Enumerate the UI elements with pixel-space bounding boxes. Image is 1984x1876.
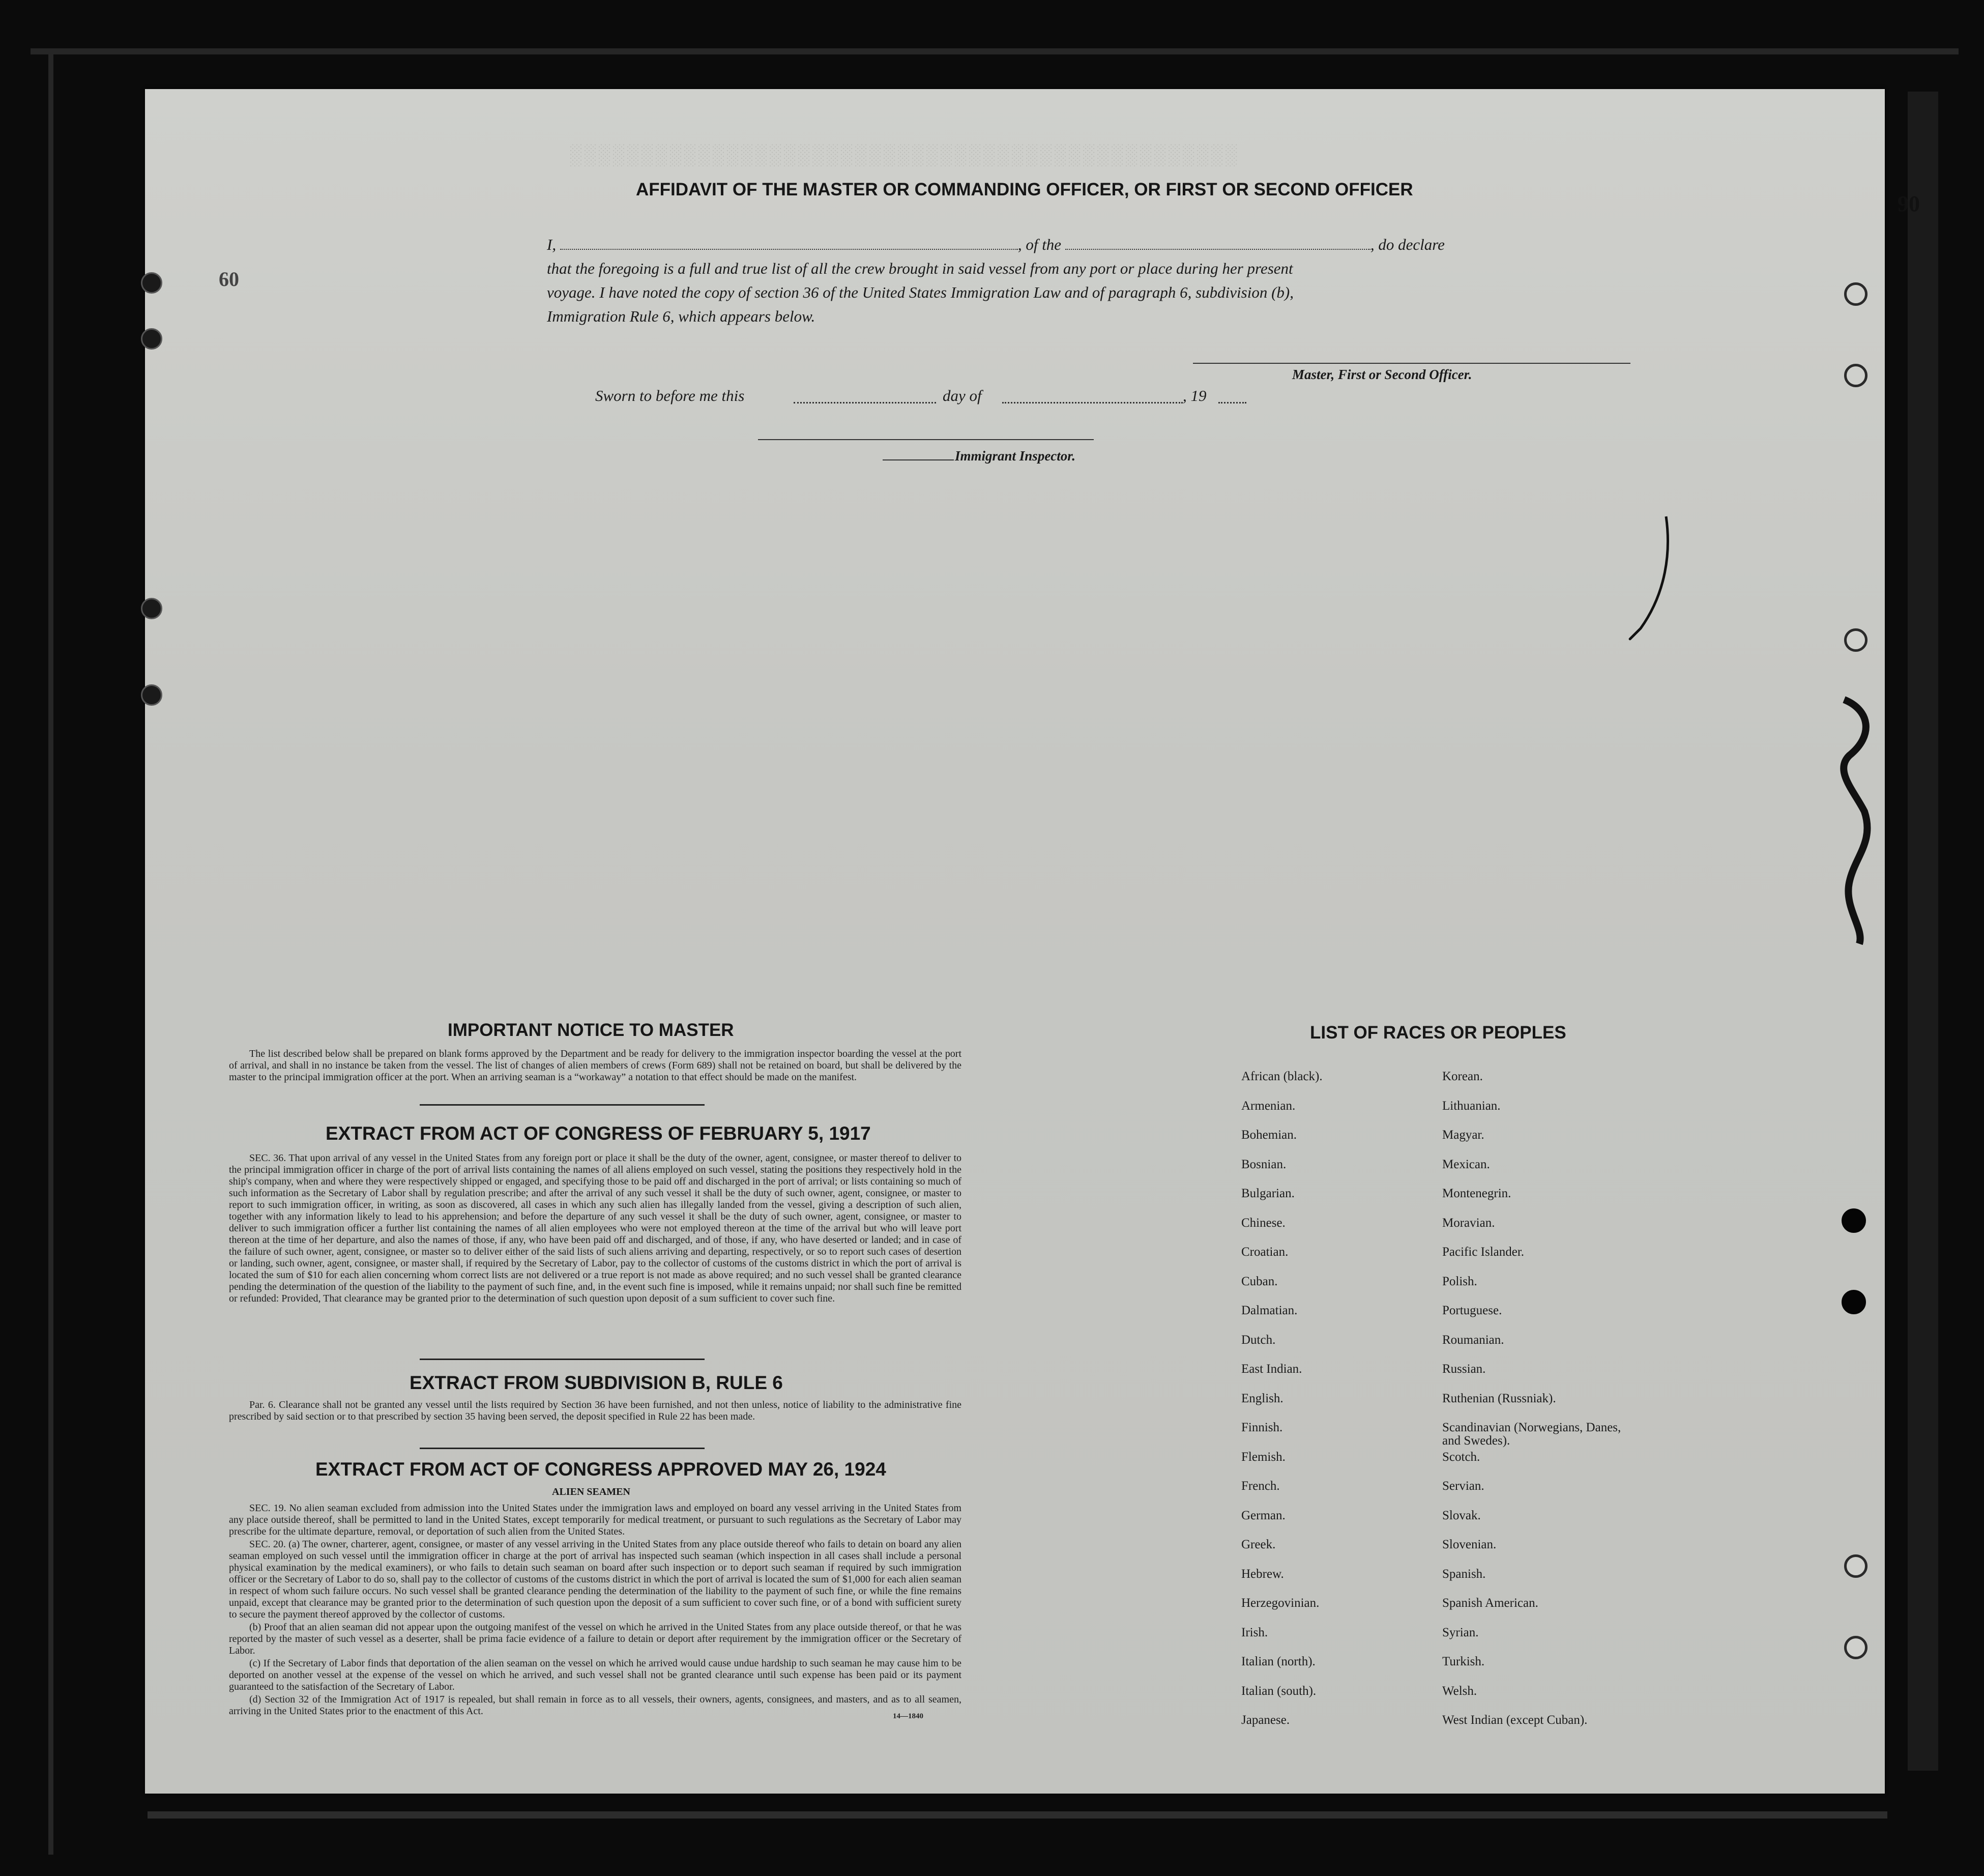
race-item: Flemish. <box>1241 1450 1286 1464</box>
race-item: Spanish American. <box>1442 1596 1538 1610</box>
race-item: Hebrew. <box>1241 1567 1284 1581</box>
form-code: 14—1840 <box>893 1712 923 1720</box>
affidavit-title: AFFIDAVIT OF THE MASTER OR COMMANDING OFFICER, OR FIRST OR SECOND OFFICER <box>636 180 1413 199</box>
race-item: Irish. <box>1241 1625 1268 1639</box>
affidavit-line-1 <box>547 233 1641 256</box>
race-item: Scandinavian (Norwegians, Danes, and Swedes). <box>1442 1421 1621 1448</box>
rule-6-paragraph: Par. 6. Clearance shall not be granted any vessel until the lists required by Section 36 have been furnished, and not then unless, notice of liability to the administrative fine prescribed by said section or to that prescribed by section 35 having been served, the deposit specified in Rule 22 has been made. <box>229 1399 961 1422</box>
race-item: West Indian (except Cuban). <box>1442 1713 1588 1727</box>
race-item: Syrian. <box>1442 1625 1479 1639</box>
race-item: Portuguese. <box>1442 1304 1502 1317</box>
races-title: LIST OF RACES OR PEOPLES <box>1310 1023 1566 1043</box>
race-item: Lithuanian. <box>1442 1099 1501 1113</box>
handwritten-mark <box>1620 511 1686 654</box>
race-item: Greek. <box>1241 1538 1276 1551</box>
blank-sworn-month <box>1002 402 1183 403</box>
race-item: Russian. <box>1442 1362 1486 1376</box>
punch-hole-left <box>141 272 162 294</box>
race-item: Herzegovinian. <box>1241 1596 1320 1610</box>
race-item: Welsh. <box>1442 1684 1477 1698</box>
race-item: Dalmatian. <box>1241 1304 1298 1317</box>
race-item: African (black). <box>1241 1070 1323 1083</box>
race-item: Montenegrin. <box>1442 1187 1511 1200</box>
race-item: Pacific Islander. <box>1442 1245 1525 1259</box>
race-item: Spanish. <box>1442 1567 1486 1581</box>
divider <box>420 1359 705 1360</box>
document-page <box>145 89 1920 1794</box>
race-item: English. <box>1241 1391 1283 1405</box>
race-item: Ruthenian (Russniak). <box>1442 1391 1556 1405</box>
punch-hole-right <box>1842 1290 1866 1314</box>
race-item: Slovenian. <box>1442 1538 1497 1551</box>
races-right-column <box>1442 1070 1646 1727</box>
sworn-prefix: Sworn to before me this <box>595 387 745 405</box>
extract-1924-title: EXTRACT FROM ACT OF CONGRESS APPROVED MAY 26, 1924 <box>315 1459 886 1480</box>
extract-1924-sec-20a: SEC. 20. (a) The owner, charterer, agent, consignee, or master of any vessel arriving in the United States from any place outside thereof who fails to detain on board any alien seaman employed on such vessel until the immigration officer in charge at the port of arrival has inspected such seaman (which inspection in all cases shall include a personal physical examination by the medical examiners), or who fails to detain such seaman on board after such inspection or to deport such seaman if required by such immigration officer or the Secretary of Labor to do so, shall pay to the collector of customs of the customs district in which the port of arrival is located the sum of $1,000 for each alien seaman in respect of whom such failure occurs. No such vessel shall be granted clearance pending the determination of the liability to the payment of such fine, or while the fine remains unpaid, except that clearance may be granted prior to the determination of such question upon the deposit of a sum sufficient to cover such fine, or of a bond with sufficient surety to secure the payment thereof approved by the collector of customs. <box>229 1539 961 1620</box>
affidavit-line-4: Immigration Rule 6, which appears below. <box>547 307 815 325</box>
race-item: German. <box>1241 1508 1286 1522</box>
affidavit-line-3: voyage. I have noted the copy of section 36 of the United States Immigration Law and of paragraph 6, subdivision (b), <box>547 283 1294 301</box>
race-item: Turkish. <box>1442 1655 1485 1668</box>
extract-1924-sec-19: SEC. 19. No alien seaman excluded from admission into the United States under the immigration laws and employed on board any vessel arriving in the United States from any place outside thereof, shall be permitted to land in the United States, except temporarily for medical treatment, or pursuant to such regulations as the Secretary of Labor may prescribe for the ultimate departure, removal, or deportation of such alien from the United States. <box>229 1503 961 1537</box>
race-item: Croatian. <box>1241 1245 1289 1259</box>
affidavit-body <box>547 233 1641 328</box>
film-top-edge <box>31 48 1959 54</box>
left-margin-number: 60 <box>219 268 239 291</box>
punch-hole-right <box>1844 628 1868 652</box>
race-item: Servian. <box>1442 1479 1484 1493</box>
race-item: Italian (south). <box>1241 1684 1317 1698</box>
race-item: Armenian. <box>1241 1099 1296 1113</box>
race-item: Korean. <box>1442 1070 1483 1083</box>
race-item: Cuban. <box>1241 1274 1278 1288</box>
inspector-signature-line-short <box>883 459 954 460</box>
inspector-signature-line <box>758 439 1094 440</box>
race-item: Mexican. <box>1442 1157 1490 1171</box>
divider <box>420 1448 705 1449</box>
punch-hole-right <box>1844 1636 1868 1659</box>
extract-1917-title: EXTRACT FROM ACT OF CONGRESS OF FEBRUARY 5, 1917 <box>326 1123 871 1144</box>
blank-name <box>560 248 1018 250</box>
race-item: Moravian. <box>1442 1216 1495 1230</box>
race-item: Slovak. <box>1442 1508 1481 1522</box>
inspector-label: Immigrant Inspector. <box>955 448 1076 464</box>
race-item: Roumanian. <box>1442 1333 1504 1347</box>
right-margin-number: 90 <box>1898 191 1920 216</box>
rule-6-body <box>229 1399 961 1424</box>
affidavit-of-the: , of the <box>1017 236 1062 253</box>
blank-sworn-year <box>1218 402 1246 403</box>
blank-sworn-day <box>794 402 936 403</box>
race-item: East Indian. <box>1241 1362 1302 1376</box>
bleed-through: ░░░░░░░░░░░░░░░░░░░░░░░░░░░░░░░░░░░░░░░░░░░░░░░ <box>567 145 1237 168</box>
blank-position <box>1065 248 1370 250</box>
extract-1924-subtitle: ALIEN SEAMEN <box>552 1486 630 1497</box>
notice-title: IMPORTANT NOTICE TO MASTER <box>448 1020 734 1040</box>
punch-hole-right <box>1844 282 1868 306</box>
affidavit-declare: , do declare <box>1370 236 1445 253</box>
extract-1917-paragraph: SEC. 36. That upon arrival of any vessel in the United States from any foreign port or place it shall be the duty of the owner, agent, consignee, or master thereof to deliver to the principal immigration officer in charge of the port of arrival lists containing the names of all aliens employed on such vessel, stating the positions they respectively hold in the ship's company, when and where they were respectively shipped or engaged, and specifying those to be paid off and discharged in the port of arrival; or lists containing so much of such information as the Secretary of Labor shall by regulation prescribe; and after the arrival of any such vessel it shall be the duty of such owner, agent, consignee, or master to report to such immigration officer, in writing, as soon as discovered, all cases in which any such alien has illegally landed from the vessel, giving a description of such alien, together with any information likely to lead to his apprehension; and before the departure of any such vessel it shall be the duty of such owner, agent, consignee, or master to deliver to such immigration officer a further list containing the names of all alien employees who were not employed thereon at the time of the arrival but who will leave port thereon at the time of her departure, and also the names of those, if any, who have been paid off and discharged, and of those, if any, who have deserted or landed; and in case of the failure of such owner, agent, consignee, or master so to deliver either of the said lists of such aliens arriving and departing, respectively, or so to report such cases of desertion or landing, such owner, agent, consignee, or master shall, if required by the Secretary of Labor, pay to the collector of customs of the customs district in which the port of arrival is located the sum of $10 for each alien concerning whom correct lists are not delivered or a true report is not made as above required; and no such vessel shall be granted clearance pending the determination of the question of the liability to the payment of such fine, and, in the event such fine is imposed, while it remains unpaid; nor shall such fine be remitted or refunded: Provided, That clearance may be granted prior to the determination of such question upon deposit of a sum sufficient to cover such fine. <box>229 1152 961 1304</box>
race-item: Japanese. <box>1241 1713 1290 1727</box>
race-item: Bohemian. <box>1241 1128 1297 1142</box>
sworn-day-of: day of <box>943 387 982 405</box>
race-item: Polish. <box>1442 1274 1477 1288</box>
master-signature-line <box>1193 363 1630 364</box>
punch-hole-left <box>141 598 162 619</box>
notice-body <box>229 1048 961 1084</box>
race-item: Italian (north). <box>1241 1655 1316 1668</box>
affidavit-i: I, <box>547 236 557 253</box>
race-item: Magyar. <box>1442 1128 1484 1142</box>
handwritten-scribble <box>1824 689 1885 954</box>
race-item: Bulgarian. <box>1241 1187 1295 1200</box>
extract-1924-sec-20c: (c) If the Secretary of Labor finds that deportation of the alien seaman on the vessel on which he arrived would cause undue hardship to such seaman he may cause him to be deported on another vessel at the expense of the vessel on which he arrived, and such vessel shall not be granted clearance until such expense has been paid or its payment guaranteed to the satisfaction of the Secretary of Labor. <box>229 1658 961 1692</box>
affidavit-line-2: that the foregoing is a full and true list of all the crew brought in said vessel from any port or place during her present <box>547 259 1293 277</box>
races-left-column <box>1241 1070 1435 1727</box>
divider <box>420 1104 705 1106</box>
notice-paragraph: The list described below shall be prepared on blank forms approved by the Department and be ready for delivery to the immigration inspector boarding the vessel at the port of arrival, and shall in no instance be taken from the vessel. The list of changes of alien members of crews (Form 689) shall not be retained on board, but shall be delivered by the master to the principal immigration officer at the port. When an arriving seaman is a “workaway” a notation to that effect should be made on the manifest. <box>229 1048 961 1083</box>
race-item: Finnish. <box>1241 1421 1283 1434</box>
race-item: Dutch. <box>1241 1333 1276 1347</box>
punch-hole-left <box>141 684 162 706</box>
race-item: Chinese. <box>1241 1216 1286 1230</box>
extract-1924-sec-20b: (b) Proof that an alien seaman did not appear upon the outgoing manifest of the vessel on which he arrived in the United States from any place outside thereof, or that he was reported by the master of such vessel as a deserter, shall be prima facie evidence of a failure to detain or deport after requirement by the immigration officer or the Secretary of Labor. <box>229 1622 961 1656</box>
film-left-edge <box>48 48 53 1855</box>
race-item: French. <box>1241 1479 1280 1493</box>
punch-hole-right <box>1842 1208 1866 1233</box>
punch-hole-right <box>1844 364 1868 387</box>
punch-hole-right <box>1844 1554 1868 1578</box>
race-item: Scotch. <box>1442 1450 1480 1464</box>
rule-6-title: EXTRACT FROM SUBDIVISION B, RULE 6 <box>410 1372 783 1393</box>
extract-1924-body <box>229 1503 961 1718</box>
extract-1917-body <box>229 1152 961 1306</box>
punch-hole-left <box>141 328 162 350</box>
race-item: Bosnian. <box>1241 1157 1287 1171</box>
sworn-year: , 19 <box>1183 387 1207 405</box>
film-right-strip <box>1908 92 1938 1771</box>
extract-1924-sec-20d: (d) Section 32 of the Immigration Act of 1917 is repealed, but shall remain in force as to all vessels, their owners, agents, consignees, and masters, and as to all seamen, arriving in the United States prior to the enactment of this Act. <box>229 1694 961 1717</box>
master-signature-label: Master, First or Second Officer. <box>1292 367 1472 382</box>
film-bottom-edge <box>148 1811 1887 1819</box>
